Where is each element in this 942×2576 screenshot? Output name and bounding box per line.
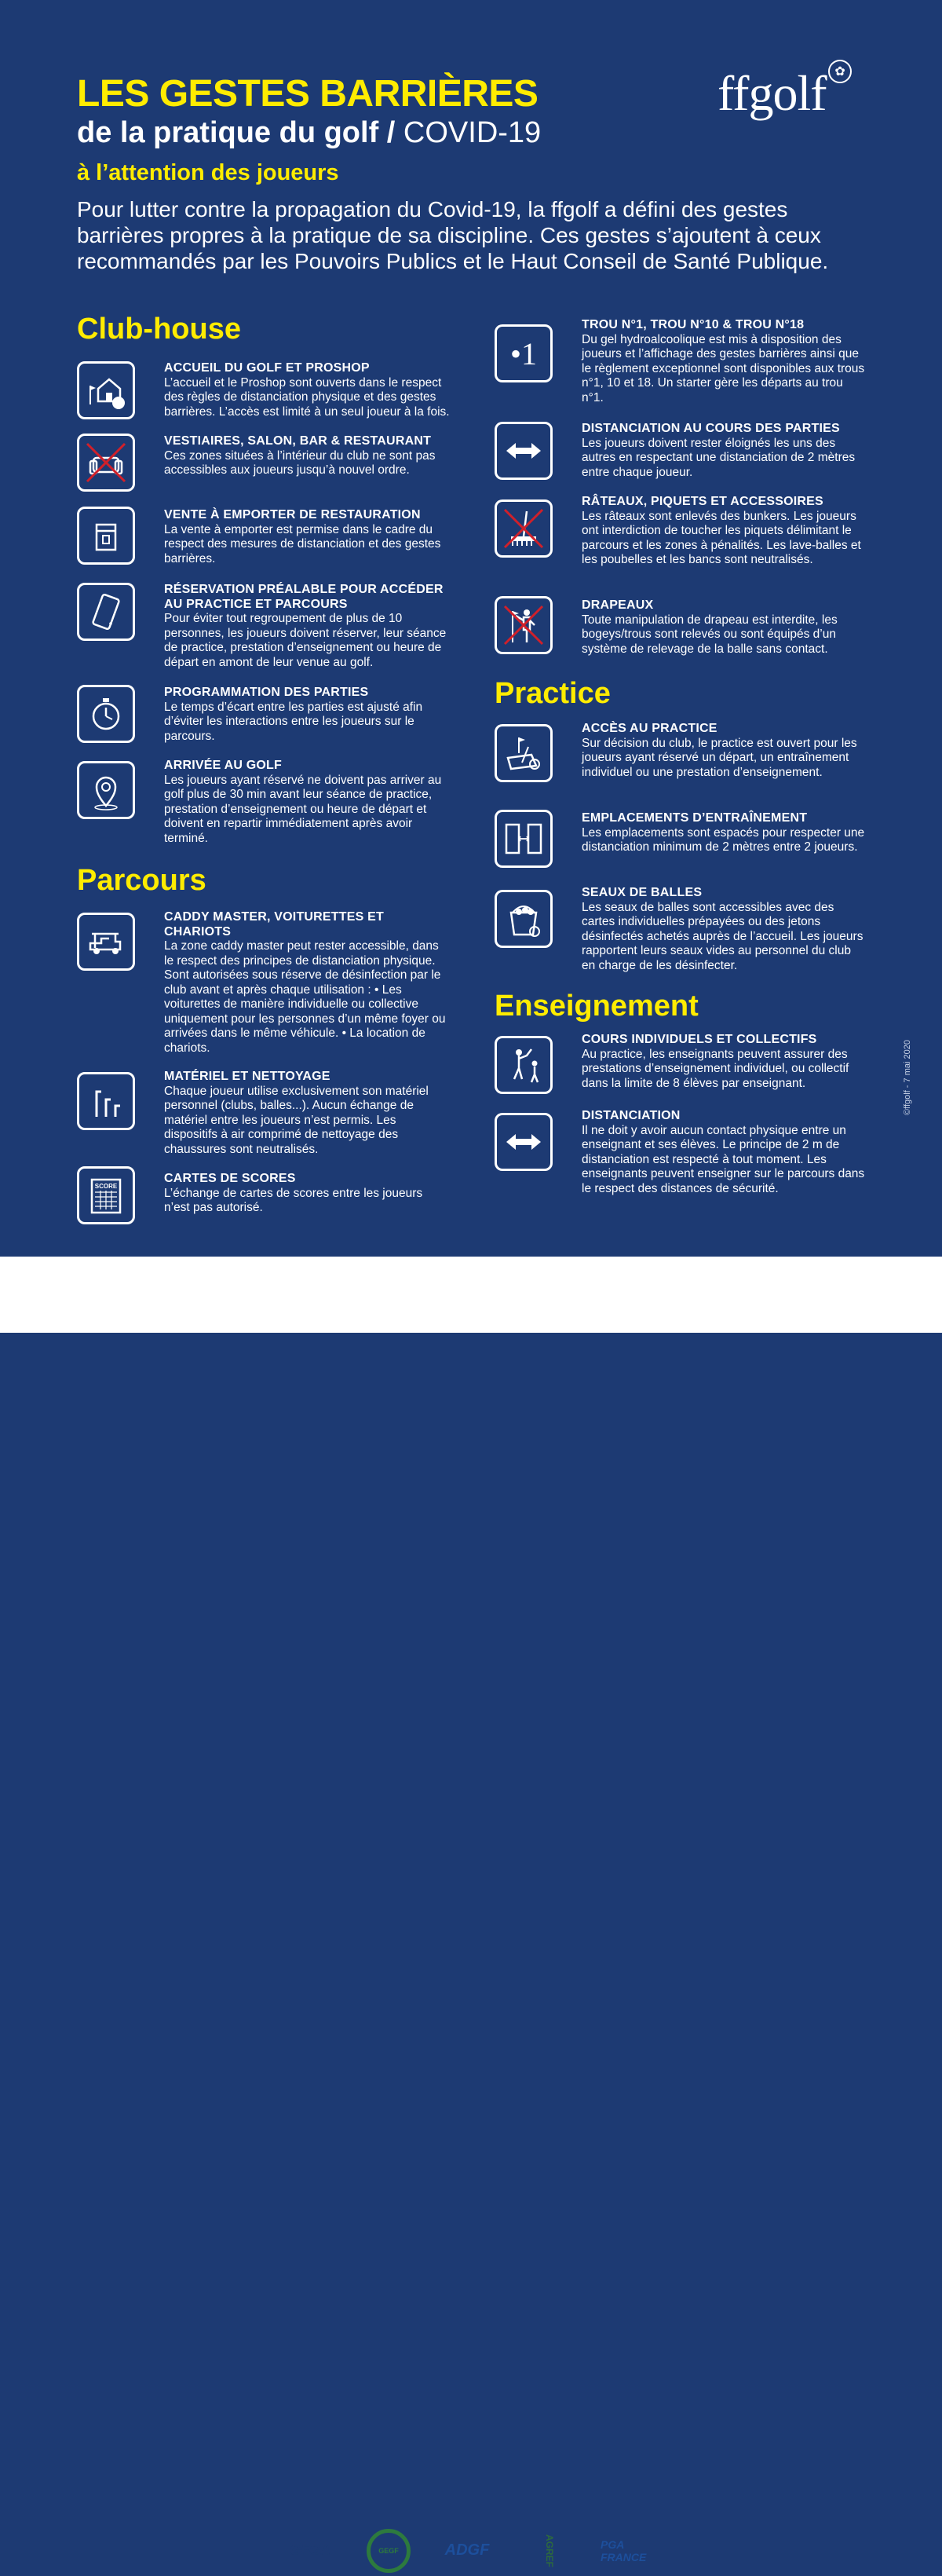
logo-text: ffgolf bbox=[717, 65, 827, 121]
page-subtitle bbox=[77, 116, 541, 150]
double-arrow-icon bbox=[495, 1113, 553, 1171]
partner-logo-adgf: ADGF bbox=[444, 2541, 490, 2559]
item-body: Les râteaux sont enlevés des bunkers. Les joueurs ont interdiction de toucher les piquets délimitant le parcours et les zones à pénalités. Les lave-balles et les poubelles et les bancs sont neutralisés. bbox=[582, 509, 861, 566]
stopwatch-icon bbox=[77, 685, 135, 743]
subtitle-covid: COVID-19 bbox=[395, 116, 542, 149]
partner-logo-gegf: GEGF bbox=[365, 2525, 412, 2576]
item-body: Du gel hydroalcoolique est mis à disposition des joueurs et l’affichage des gestes barrières ainsi que le règlement exceptionnel sont disponibles aux trous n°1, 10 et 18. Un starter gère les départs au trou n°1. bbox=[582, 332, 865, 404]
section-practice: Practice bbox=[495, 677, 611, 710]
item-title: COURS INDIVIDUELS ET COLLECTIFS bbox=[582, 1033, 817, 1046]
takeaway-bag-icon bbox=[77, 507, 135, 565]
item-body: Le temps d’écart entre les parties est ajusté afin d’éviter les interactions entre les joueurs sur le parcours. bbox=[164, 700, 423, 743]
item-title: ACCUEIL DU GOLF ET PROSHOP bbox=[164, 361, 370, 375]
audience-line: à l’attention des joueurs bbox=[77, 160, 339, 185]
flag-crossed-icon bbox=[495, 596, 553, 654]
item-title: CARTES DE SCORES bbox=[164, 1172, 296, 1185]
item-title: ACCÈS AU PRACTICE bbox=[582, 722, 717, 735]
item-title: SEAUX DE BALLES bbox=[582, 886, 703, 899]
hole-number-one-icon bbox=[495, 324, 553, 382]
item-body: L’échange de cartes de scores entre les joueurs n’est pas autorisé. bbox=[164, 1186, 423, 1214]
section-parcours: Parcours bbox=[77, 864, 206, 897]
section-enseignement: Enseignement bbox=[495, 990, 699, 1023]
hole-one-label: •1 bbox=[509, 335, 537, 371]
item-body: Les joueurs ayant réservé ne doivent pas arriver au golf plus de 30 min avant leur séance de practice, prestation d’enseignement ou heure de départ et doivent en repartir immédiatement après avoir terminé. bbox=[164, 773, 442, 845]
smartphone-icon bbox=[77, 583, 135, 641]
double-arrow-icon bbox=[495, 422, 553, 480]
section-clubhouse: Club-house bbox=[77, 313, 241, 346]
item-title: CADDY MASTER, VOITURETTES ET CHARIOTS bbox=[164, 910, 384, 939]
item-title: EMPLACEMENTS D’ENTRAÎNEMENT bbox=[582, 811, 808, 825]
teacher-student-icon bbox=[495, 1036, 553, 1094]
item-title: TROU N°1, TROU N°10 & TROU N°18 bbox=[582, 318, 805, 331]
item-title: DISTANCIATION AU COURS DES PARTIES bbox=[582, 422, 840, 435]
item-title: DISTANCIATION bbox=[582, 1109, 681, 1122]
item-body: La zone caddy master peut rester accessible, dans le respect des principes de distanciation physique. Sont autorisées sous réserve de désinfection par le club avant et après chaque utilisation : • Les voiturettes de manière individuelle ou collective uniquement pour les personnes d’un même foyer ou arrivées dans le même véhicule. • La location de chariots. bbox=[164, 939, 446, 1055]
partner-logos-bar bbox=[0, 1257, 942, 2567]
partner-logo-gfga: GFGA bbox=[290, 2542, 330, 2558]
intro-paragraph: Pour lutter contre la propagation du Covid-19, la ffgolf a défini des gestes barrières propres à la pratique de sa discipline. Ces gestes s’ajoutent à ceux recommandés par les Pouvoirs Publics et le Haut Conseil de Santé Publique. bbox=[77, 197, 829, 273]
item-body: Pour éviter tout regroupement de plus de 10 personnes, les joueurs doivent réserver, leur séance de practice, prestation d’enseignement ou heure de départ en amont de leur venue au golf. bbox=[164, 612, 447, 669]
golf-clubs-icon bbox=[77, 1072, 135, 1130]
item-title: PROGRAMMATION DES PARTIES bbox=[164, 686, 369, 699]
rake-crossed-icon bbox=[495, 499, 553, 558]
item-body: La vente à emporter est permise dans le cadre du respect des mesures de distanciation et des gestes barrières. bbox=[164, 522, 441, 565]
item-body: Les seaux de balles sont accessibles avec des cartes individuelles prépayées ou des jetons désinfectés achetés auprès de l’accueil. Les joueurs rapportent leurs seaux vides au personnel du club en charge de les désinfecter. bbox=[582, 900, 864, 972]
map-pin-icon bbox=[77, 761, 135, 819]
score-label: SCORE bbox=[94, 1183, 118, 1190]
item-title: ARRIVÉE AU GOLF bbox=[164, 759, 282, 772]
item-body: Sur décision du club, le practice est ouvert pour les joueurs ayant réservé un départ, un entraînement individuel ou une prestation d’enseignement. bbox=[582, 736, 857, 779]
ball-bucket-icon bbox=[495, 890, 553, 948]
item-title: RÂTEAUX, PIQUETS ET ACCESSOIRES bbox=[582, 495, 823, 508]
item-body: Les joueurs doivent rester éloignés les uns des autres en respectant une distanciation de 2 mètres entre chaque joueur. bbox=[582, 436, 856, 479]
item-title: RÉSERVATION PRÉALABLE POUR ACCÉDER AU PRACTICE ET PARCOURS bbox=[164, 583, 444, 611]
partner-logo-pga: PGA FRANCE bbox=[601, 2538, 647, 2563]
scorecard-icon bbox=[77, 1166, 135, 1224]
item-body: Les emplacements sont espacés pour respecter une distanciation minimum de 2 mètres entre 2 joueurs. bbox=[582, 825, 865, 854]
ffgolf-logo bbox=[717, 64, 845, 123]
item-body: Toute manipulation de drapeau est interdite, les bogeys/trous sont relevés ou sont équipés d’un système de relevage de la balle sans contact. bbox=[582, 613, 838, 656]
rooster-icon: ✿ bbox=[828, 60, 852, 83]
spaced-bays-icon bbox=[495, 810, 553, 868]
golf-cart-icon bbox=[77, 913, 135, 971]
item-body: Il ne doit y avoir aucun contact physique entre un enseignant et ses élèves. Le principe de 2 m de distanciation est respecté à tout moment. Les enseignants peuvent enseigner sur le parcours dans le respect des distances de sécurité. bbox=[582, 1123, 865, 1195]
clubhouse-icon bbox=[77, 361, 135, 419]
page-title: LES GESTES BARRIÈRES bbox=[77, 73, 539, 115]
item-body: L’accueil et le Proshop sont ouverts dans le respect des règles de distanciation physique et des gestes barrières. L’accès est limité à un seul joueur à la fois. bbox=[164, 375, 450, 419]
item-title: VESTIAIRES, SALON, BAR & RESTAURANT bbox=[164, 434, 432, 448]
armchair-crossed-icon bbox=[77, 434, 135, 492]
copyright-credit: ©ffgolf - 7 mai 2020 bbox=[903, 1040, 912, 1115]
item-title: VENTE À EMPORTER DE RESTAURATION bbox=[164, 508, 421, 521]
practice-mat-icon bbox=[495, 724, 553, 782]
item-body: Ces zones situées à l’intérieur du club ne sont pas accessibles aux joueurs jusqu’à nouvel ordre. bbox=[164, 448, 436, 477]
partner-logo-agref: AGREF bbox=[544, 2534, 555, 2567]
poster bbox=[0, 0, 942, 1257]
item-body: Au practice, les enseignants peuvent assurer des prestations d’enseignement individuel, ou collectif dans la limite de 8 élèves par enseignant. bbox=[582, 1047, 849, 1090]
item-title: MATÉRIEL ET NETTOYAGE bbox=[164, 1070, 330, 1083]
subtitle-bold: de la pratique du golf / bbox=[77, 116, 396, 149]
item-body: Chaque joueur utilise exclusivement son matériel personnel (clubs, balles...). Aucun échange de matériel entre les joueurs n’est permis. Les dispositifs à air comprimé de nettoyage des chaussures sont neutralisés. bbox=[164, 1084, 429, 1156]
item-title: DRAPEAUX bbox=[582, 598, 654, 612]
